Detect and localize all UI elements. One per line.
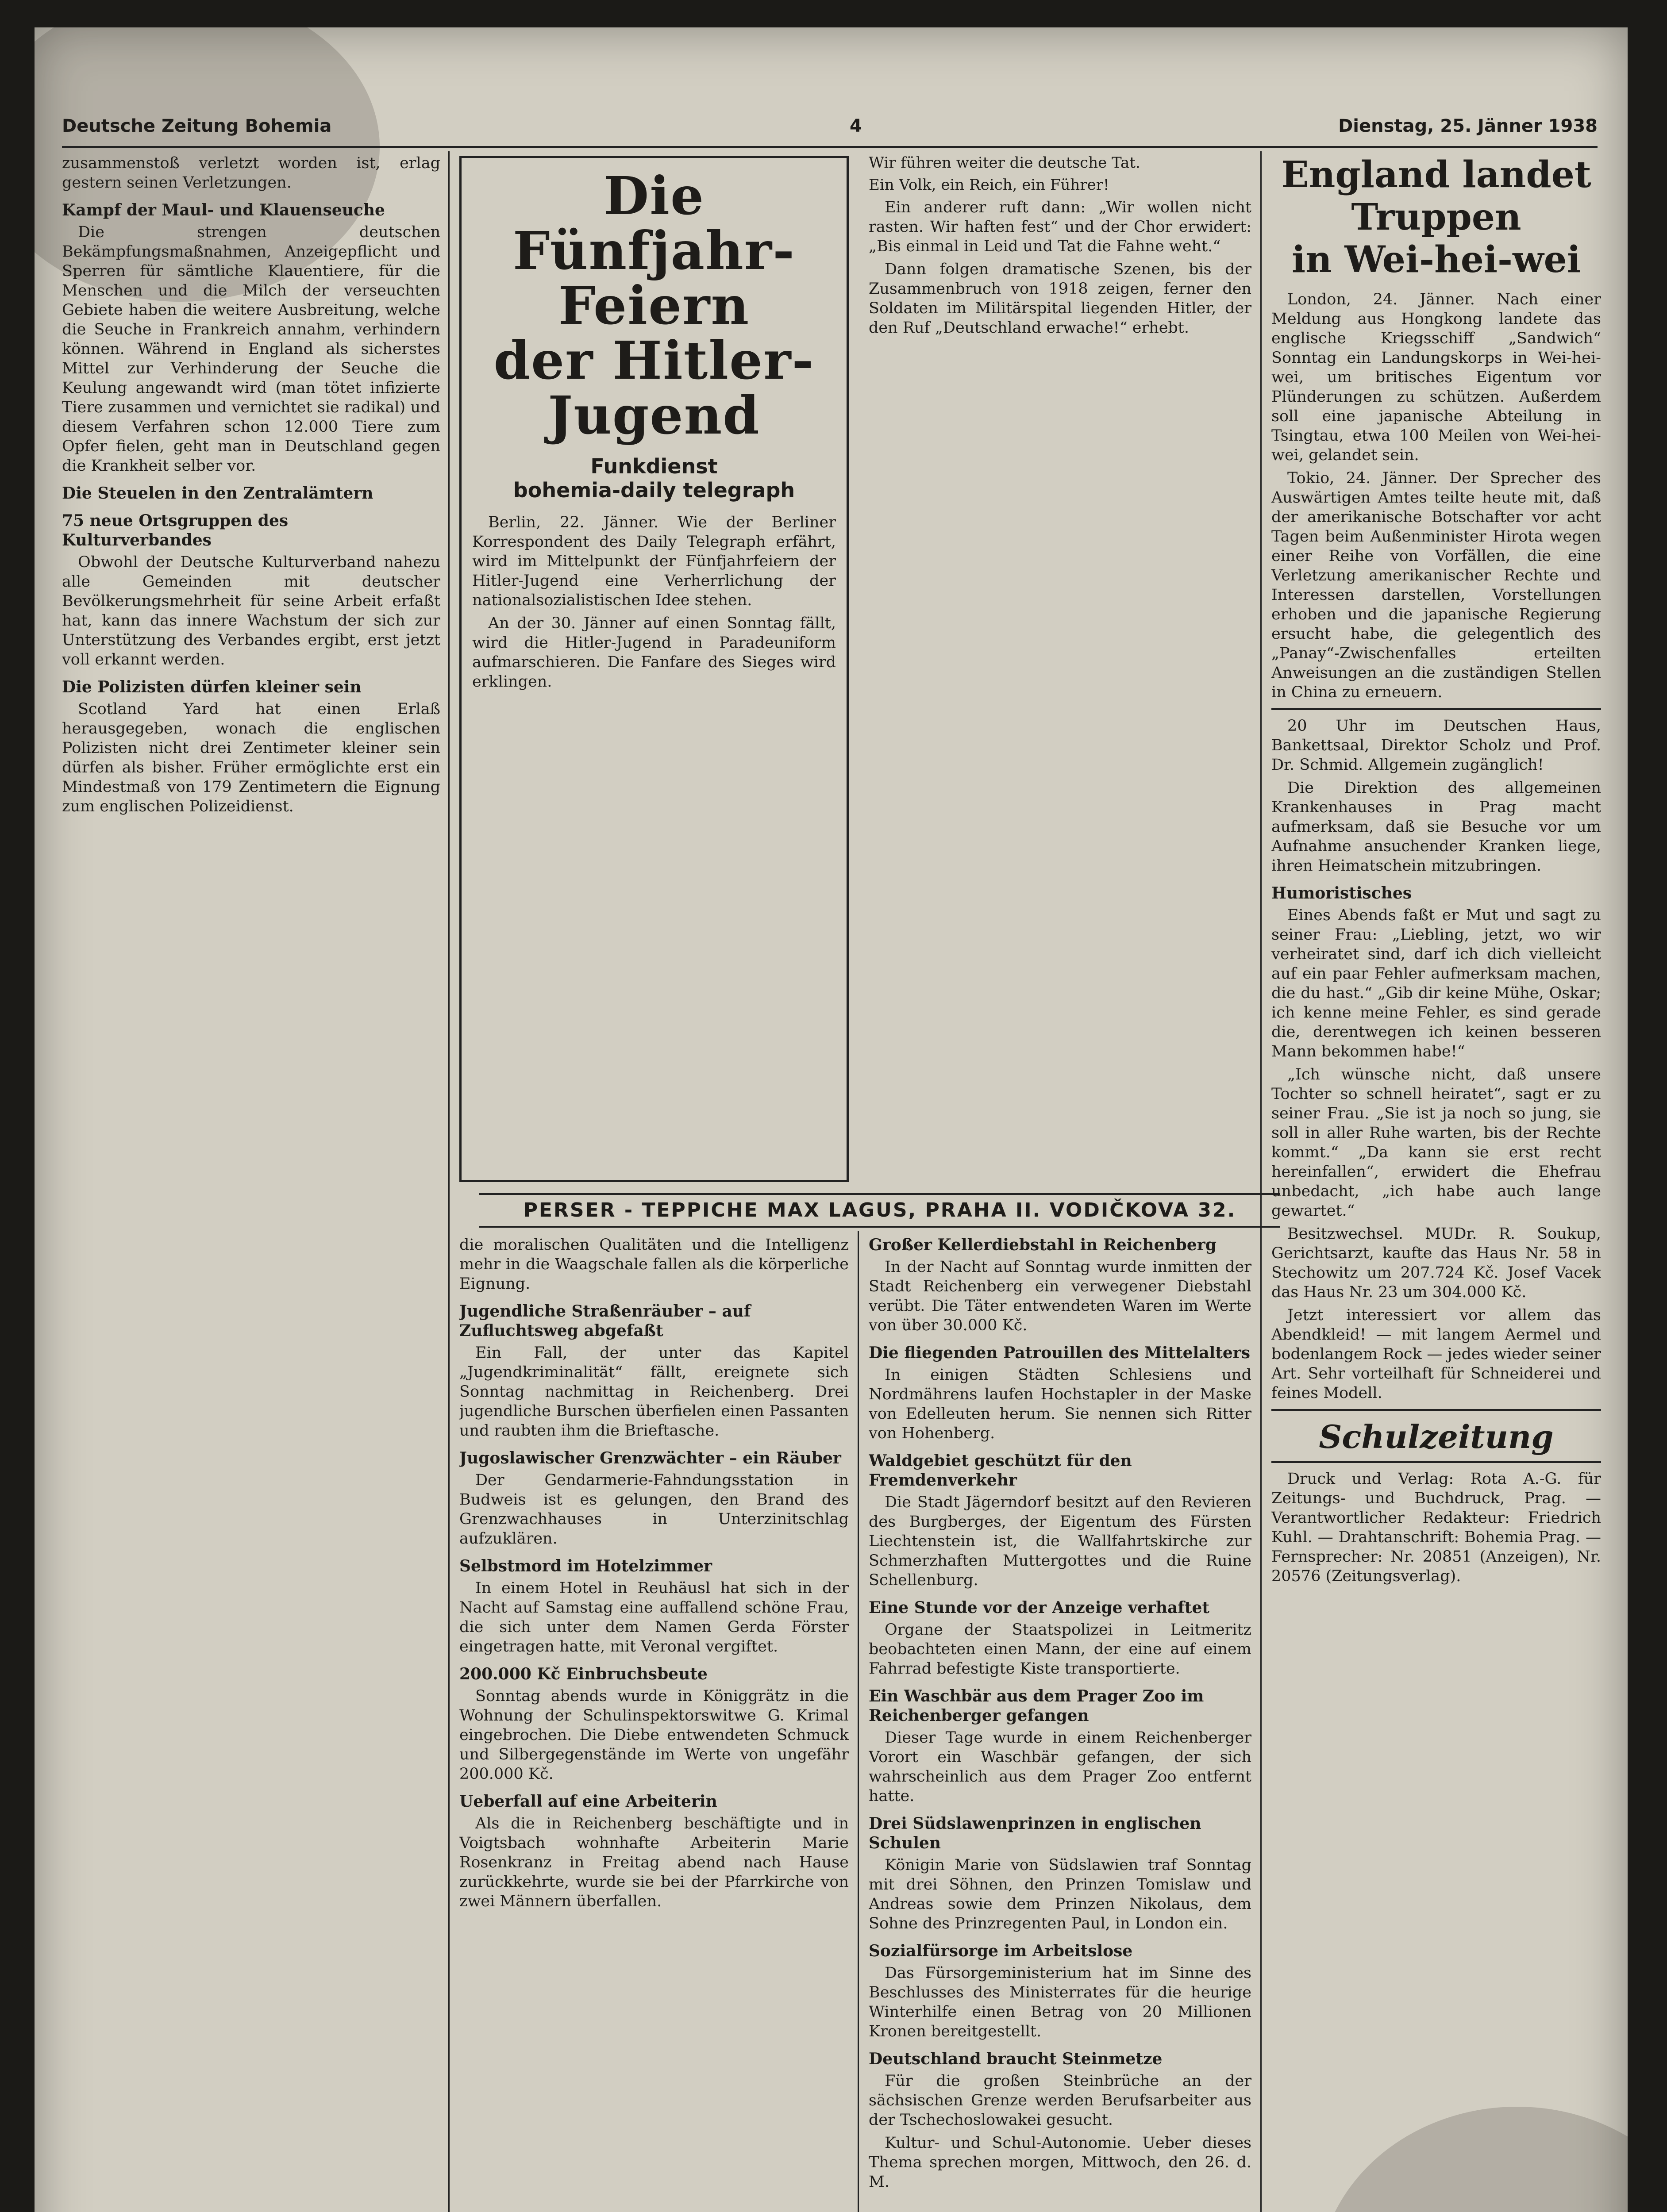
headline-line1: England landet Truppen [1281, 154, 1591, 238]
article-text: An der 30. Jänner auf einen Sonntag fällt, wird die Hitler-Jugend in Paradeuniform aufmarschieren. Die Fanfare des Sieges wird erklingen. [472, 614, 836, 691]
article-tail: zusammenstoß verletzt worden ist, erlag gestern seinen Verletzungen. [62, 154, 440, 192]
column-4 [1271, 154, 1601, 2212]
column-3-bottom [869, 1235, 1251, 2212]
article-text: Scotland Yard hat einen Erlaß herausgegeben, wonach die englischen Polizisten nicht drei Zentimeter kleiner sein dürfen als bisher. Früher ermöglichte erst ein Mindestmaß von 179 Zentimetern die Eignung zum englischen Polizeidienst. [62, 700, 440, 815]
column-2-bottom [459, 1235, 849, 2212]
article-text: Der Gendarmerie-Fahndungsstation in Budweis ist es gelungen, den Brand des Grenzwachhauses in Unterzinitschlag aufzuklären. [459, 1471, 849, 1548]
article-heading: Ein Waschbär aus dem Prager Zoo im Reichenberger gefangen [869, 1687, 1204, 1725]
masthead-date: Dienstag, 25. Jänner 1938 [1338, 116, 1598, 136]
article-text: Berlin, 22. Jänner. Wie der Berliner Korrespondent des Daily Telegraph erfährt, wird im Mittelpunkt der Fünfjahrfeiern der Hitler-Jugend eine Verherrlichung der nationalsozialistischen Idee stehen. [472, 514, 836, 609]
article-text: Eines Abends faßt er Mut und sagt zu seiner Frau: „Liebling, jetzt, wo wir verheiratet sind, darf ich dich vielleicht auf ein paar Fehler aufmerksam machen, die du hast.“ „Gib dir keine Mühe, Oskar; ich kenne meine Fehler, es sind gerade die, derentwegen ich keinen besseren Mann bekommen habe!“ [1271, 906, 1601, 1060]
masthead-page-number: 4 [850, 116, 862, 136]
article-text: Kultur- und Schul-Autonomie. Ueber dieses Thema sprechen morgen, Mittwoch, den 26. d. M. [869, 2134, 1251, 2191]
article-tail: die moralischen Qualitäten und die Intelligenz mehr in die Waagschale fallen als die körperliche Eignung. [459, 1236, 849, 1293]
section-rule [1271, 708, 1601, 710]
column-1 [62, 154, 440, 2212]
article-text: 20 Uhr im Deutschen Haus, Bankettsaal, Direktor Scholz und Prof. Dr. Schmid. Allgemein zugänglich! [1271, 717, 1601, 774]
article-text: Die strengen deutschen Bekämpfungsmaßnahmen, Anzeigepflicht und Sperren für sämtliche Klauentiere, für die Menschen und die Milch der verseuchten Gebiete haben die weitere Ausbreitung, welche die Seuche in Frankreich annahm, verhindern können. Während in England als sicherstes Mittel zur Verhinderung der Seuche die Keulung angewandt wird (man tötet infizierte Tiere zusammen und vernichtet sie radikal) und diesem Verfahren schon 12.000 Tiere zum Opfer fielen, geht man in Deutschland gegen die Krankheit selber vor. [62, 223, 440, 475]
article-text: Obwohl der Deutsche Kulturverband nahezu alle Gemeinden mit deutscher Bevölkerungsmehrheit für seine Arbeit erfaßt hat, kann das innere Wachstum der sich zur Unterstützung des Verbandes ergibt, erst jetzt voll erkannt werden. [62, 553, 440, 668]
article-text: „Ich wünsche nicht, daß unsere Tochter so schnell heiratet“, sagt er zu seiner Frau. „Sie ist ja noch so jung, sie soll in aller Ruhe warten, bis der Rechte kommt.“ „Da kann sie erst recht hereinfallen“, erwidert die Ehefrau unbedacht, „ich habe auch lange gewartet.“ [1271, 1066, 1601, 1220]
column-rule [858, 1231, 859, 2212]
section-rule [1271, 1409, 1601, 1411]
feature-title-line1: Die Fünfjahr-Feiern [512, 165, 796, 336]
article-text: Ein Fall, der unter das Kapitel „Jugendkriminalität“ fällt, ereignete sich Sonntag nachmittag in Reichenberg. Drei jugendliche Burschen überfielen einen Passanten und raubten ihm die Brieftasche. [459, 1344, 849, 1440]
column-rule [448, 151, 450, 2212]
feature-source: Funkdienst [590, 454, 718, 478]
masthead-rule [62, 146, 1598, 148]
article-heading: Ueberfall auf eine Arbeiterin [459, 1792, 717, 1811]
column-rule [1260, 151, 1262, 2212]
feature-source-name: bohemia-daily telegraph [513, 478, 795, 502]
article-text: Organe der Staatspolizei in Leitmeritz beobachteten einen Mann, der eine auf einem Fahrrad befestigte Kiste transportierte. [869, 1621, 1251, 1678]
article-heading: Drei Südslawenprinzen in englischen Schulen [869, 1814, 1201, 1852]
article-heading: Deutschland braucht Steinmetze [869, 2050, 1163, 2068]
article-heading: Kampf der Maul- und Klauenseuche [62, 201, 385, 219]
advertisement-strip: PERSER - TEPPICHE MAX LAGUS, PRAHA II. VODIČKOVA 32. [479, 1193, 1280, 1228]
feature-body [472, 513, 836, 695]
article-text: Für die großen Steinbrüche an der sächsischen Grenze werden Berufsarbeiter aus der Tschechoslowakei gesucht. [869, 2072, 1251, 2129]
article-heading: Sozialfürsorge im Arbeitslose [869, 1942, 1133, 1960]
poem-line: Wir führen weiter die deutsche Tat. [869, 154, 1140, 172]
article-heading: Die fliegenden Patrouillen des Mittelalters [869, 1344, 1250, 1362]
feature-title-line2: der Hitler-Jugend [493, 330, 815, 446]
article-text: Tokio, 24. Jänner. Der Sprecher des Auswärtigen Amtes teilte heute mit, daß der amerikanische Botschafter vor acht Tagen beim Außenminister Hirota wegen einer Reihe von Vorfällen, die eine Verletzung amerikanischer Rechte und Interessen darstellen, Vorstellungen erhoben und die japanische Regierung ersucht habe, die gelegentlich des „Panay“-Zwischenfalles erteilten Anweisungen an die zuständigen Stellen in China zu erneuern. [1271, 469, 1601, 701]
article-text: Die Direktion des allgemeinen Krankenhauses in Prag macht aufmerksam, daß sie Besuche vor um Aufnahme ansuchender Kranken liege, ihren Heimatschein mitzubringen. [1271, 779, 1601, 875]
article-heading: Die Steuelen in den Zentralämtern [62, 484, 373, 503]
article-text: In der Nacht auf Sonntag wurde inmitten der Stadt Reichenberg ein verwegener Diebstahl verübt. Die Täter entwendeten Waren im Werte von über 30.000 Kč. [869, 1258, 1251, 1334]
article-text: Ein anderer ruft dann: „Wir wollen nicht rasten. Wir haften fest“ und der Chor erwidert: „Bis einmal in Leid und Tat die Fahne weht.“ [869, 199, 1251, 255]
article-heading: 75 neue Ortsgruppen des Kulturverbandes [62, 511, 289, 549]
article-heading: Jugoslawischer Grenzwächter – ein Räuber [459, 1449, 841, 1467]
article-text: Besitzwechsel. MUDr. R. Soukup, Gerichtsarzt, kaufte das Haus Nr. 58 in Stechowitz um 207.724 Kč. Josef Vacek das Haus Nr. 23 um 304.000 Kč. [1271, 1225, 1601, 1301]
article-text: Dieser Tage wurde in einem Reichenberger Vorort ein Waschbär gefangen, der sich wahrscheinlich aus dem Prager Zoo entfernt hatte. [869, 1729, 1251, 1805]
section-title-schulzeitung: Schulzeitung [1319, 1418, 1554, 1455]
poem-line: Ein Volk, ein Reich, ein Führer! [869, 176, 1109, 194]
section-rule [1271, 1461, 1601, 1463]
article-text: Königin Marie von Südslawien traf Sonntag mit drei Söhnen, den Prinzen Tomislaw und Andreas sowie dem Prinzen Nikolaus, dem Sohne des Prinzregenten Paul, in London ein. [869, 1856, 1251, 1932]
masthead [62, 116, 1598, 142]
article-text: In einem Hotel in Reuhäusl hat sich in der Nacht auf Samstag eine auffallend schöne Frau, die sich unter dem Namen Gerda Förster eingetragen hatte, mit Veronal vergiftet. [459, 1579, 849, 1655]
article-heading: 200.000 Kč Einbruchsbeute [459, 1665, 708, 1683]
article-text: Die Stadt Jägerndorf besitzt auf den Revieren des Burgberges, der Eigentum des Fürsten Liechtenstein ist, die Wallfahrtskirche zur Schmerzhaften Muttergottes und die Ruine Schellenburg. [869, 1494, 1251, 1589]
article-text: London, 24. Jänner. Nach einer Meldung aus Hongkong landete das englische Kriegsschiff „Sandwich“ Sonntag ein Landungskorps in Wei-hei-wei, um britisches Eigentum vor Plünderungen zu schützen. Außerdem soll eine japanische Abteilung in Tsingtau, etwa 100 Meilen von Wei-hei-wei, gelandet sein. [1271, 291, 1601, 464]
masthead-paper-name: Deutsche Zeitung Bohemia [62, 116, 332, 136]
feature-box [459, 156, 849, 1182]
article-text: Jetzt interessiert vor allem das Abendkleid! — mit langem Aermel und bodenlangem Rock — jedes wieder seiner Art. Sehr vorteilhaft für Schneiderei und feines Modell. [1271, 1306, 1601, 1402]
article-text: Das Fürsorgeministerium hat im Sinne des Beschlusses des Ministerrates für die heurige Winterhilfe einen Betrag von 20 Millionen Kronen bereitgestellt. [869, 1964, 1251, 2040]
article-text: In einigen Städten Schlesiens und Nordmährens laufen Hochstapler in der Maske von Edelleuten herum. Sie nennen sich Ritter von Hohenberg. [869, 1366, 1251, 1442]
article-heading: Eine Stunde vor der Anzeige verhaftet [869, 1598, 1209, 1617]
article-heading: Die Polizisten dürfen kleiner sein [62, 678, 362, 696]
article-text: Als die in Reichenberg beschäftigte und in Voigtsbach wohnhafte Arbeiterin Marie Rosenkranz in Freitag abend nach Hause zurückkehrte, wurde sie bei der Pfarrkirche von zwei Männern überfallen. [459, 1815, 849, 1910]
article-heading: Humoristisches [1271, 884, 1412, 902]
article-heading: Großer Kellerdiebstahl in Reichenberg [869, 1236, 1217, 1254]
headline-line2: in Wei-hei-wei [1292, 238, 1581, 281]
column-3-top [869, 154, 1251, 1184]
article-heading: Jugendliche Straßenräuber – auf Zufluchtsweg abgefaßt [459, 1302, 751, 1340]
imprint-text: Druck und Verlag: Rota A.-G. für Zeitungs- und Buchdruck, Prag. — Verantwortlicher Redakteur: Friedrich Kuhl. — Drahtanschrift: Bohemia Prag. — Fernsprecher: Nr. 20851 (Anzeigen), Nr. 20576 (Zeitungsverlag). [1271, 1470, 1601, 1585]
article-heading: Waldgebiet geschützt für den Fremdenverkehr [869, 1452, 1132, 1490]
article-text: Dann folgen dramatische Szenen, bis der Zusammenbruch von 1918 zeigen, ferner den Soldaten im Militärspital liegenden Hitler, der den Ruf „Deutschland erwache!“ erhebt. [869, 261, 1251, 337]
newspaper-page [35, 27, 1628, 2212]
article-text: Sonntag abends wurde in Königgrätz in die Wohnung der Schulinspektorswitwe G. Krimal eingebrochen. Die Diebe entwendeten Schmuck und Silbergegenstände im Werte von ungefähr 200.000 Kč. [459, 1687, 849, 1783]
article-heading: Selbstmord im Hotelzimmer [459, 1557, 712, 1575]
